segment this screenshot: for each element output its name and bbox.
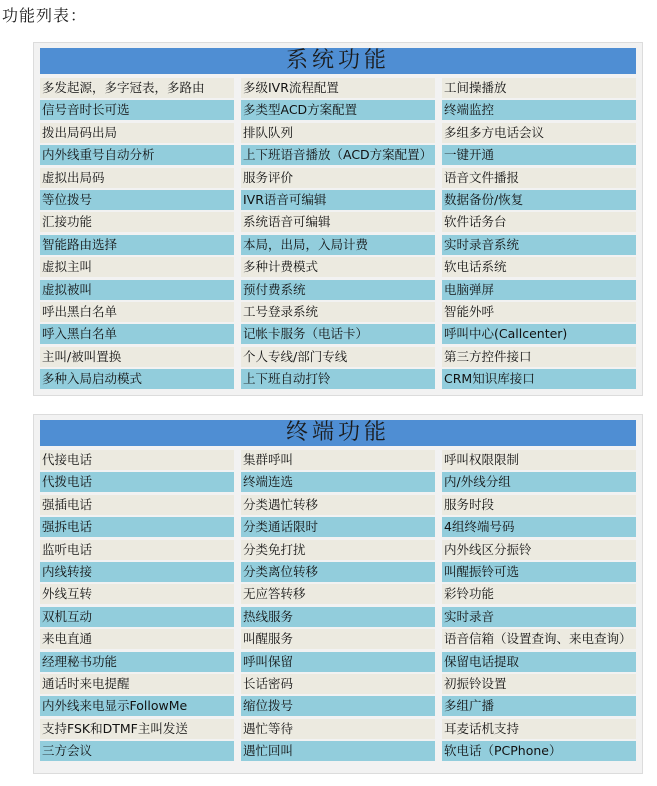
feature-cell: 内线转接 [40,562,234,582]
feature-row [40,471,636,493]
feature-cell: 支持FSK和DTMF主叫发送 [40,719,234,739]
feature-cell: 分类离位转移 [241,562,435,582]
feature-cell: 4组终端号码 [442,517,636,537]
feature-cell: 第三方控件接口 [442,347,636,367]
feature-cell: 服务时段 [442,495,636,515]
feature-cell: 智能路由选择 [40,235,234,255]
feature-cell: 软件话务台 [442,212,636,232]
feature-cell: 监听电话 [40,540,234,560]
feature-cell: 语音信箱（设置查询、来电查询） [442,629,636,649]
feature-cell: 信号音时长可选 [40,100,234,120]
feature-row [40,561,636,583]
feature-row [40,628,636,650]
feature-cell: 等位拨号 [40,190,234,210]
feature-cell: 拨出局码出局 [40,123,234,143]
feature-cell: 上下班语音播放（ACD方案配置） [241,145,435,165]
feature-row [40,211,636,233]
terminal-functions-header: 终端功能 [40,420,636,446]
feature-row [40,449,636,471]
feature-cell: 保留电话提取 [442,652,636,672]
feature-cell: 叫醒振铃可选 [442,562,636,582]
feature-row [40,279,636,301]
feature-cell: 耳麦话机支持 [442,719,636,739]
feature-row [40,651,636,673]
feature-cell: 代接电话 [40,450,234,470]
feature-cell: 分类通话限时 [241,517,435,537]
feature-row [40,234,636,256]
feature-cell: 多组广播 [442,696,636,716]
feature-row [40,189,636,211]
feature-row [40,301,636,323]
system-functions-header: 系统功能 [40,48,636,74]
feature-row [40,673,636,695]
feature-cell: 内外线区分振铃 [442,540,636,560]
feature-cell: 呼入黑白名单 [40,324,234,344]
feature-cell: 一键开通 [442,145,636,165]
feature-cell: 终端监控 [442,100,636,120]
feature-cell: 虚拟出局码 [40,168,234,188]
feature-cell: 排队队列 [241,123,435,143]
feature-cell: 上下班自动打铃 [241,369,435,389]
feature-cell: 多种入局启动模式 [40,369,234,389]
feature-cell: 实时录音系统 [442,235,636,255]
feature-cell: 个人专线/部门专线 [241,347,435,367]
feature-row [40,256,636,278]
feature-cell: 缩位拨号 [241,696,435,716]
feature-row [40,695,636,717]
feature-row [40,77,636,99]
feature-row [40,583,636,605]
feature-cell: 内外线重号自动分析 [40,145,234,165]
feature-cell: 本局，出局，入局计费 [241,235,435,255]
feature-cell: 软电话（PCPhone） [442,741,636,761]
feature-cell: 强拆电话 [40,517,234,537]
feature-cell: 通话时来电提醒 [40,674,234,694]
feature-cell: 内/外线分组 [442,472,636,492]
feature-cell: 呼出黑白名单 [40,302,234,322]
feature-cell: 汇接功能 [40,212,234,232]
terminal-functions-panel [33,414,643,774]
feature-cell: 语音文件播报 [442,168,636,188]
feature-cell: 双机互动 [40,607,234,627]
feature-row [40,606,636,628]
feature-row [40,516,636,538]
feature-cell: 多发起源，多字冠表，多路由 [40,78,234,98]
feature-row [40,539,636,561]
feature-cell: 代拨电话 [40,472,234,492]
feature-cell: 强插电话 [40,495,234,515]
feature-cell: CRM知识库接口 [442,369,636,389]
feature-cell: 彩铃功能 [442,584,636,604]
feature-row [40,144,636,166]
page-heading: 功能列表： [2,6,88,25]
feature-cell: 数据备份/恢复 [442,190,636,210]
feature-row [40,122,636,144]
feature-cell: 预付费系统 [241,280,435,300]
feature-cell: 三方会议 [40,741,234,761]
feature-cell: 分类遇忙转移 [241,495,435,515]
feature-cell: 遇忙回叫 [241,741,435,761]
feature-cell: 分类免打扰 [241,540,435,560]
feature-cell: 实时录音 [442,607,636,627]
feature-cell: 工间操播放 [442,78,636,98]
feature-cell: 系统语音可编辑 [241,212,435,232]
system-functions-grid [40,77,636,390]
feature-row [40,494,636,516]
feature-row [40,323,636,345]
feature-cell: 智能外呼 [442,302,636,322]
feature-cell: 记帐卡服务（电话卡） [241,324,435,344]
feature-cell: 呼叫保留 [241,652,435,672]
feature-row [40,368,636,390]
feature-cell: 经理秘书功能 [40,652,234,672]
feature-cell: 热线服务 [241,607,435,627]
system-functions-panel [33,42,643,396]
feature-cell: 工号登录系统 [241,302,435,322]
feature-row [40,740,636,762]
feature-cell: 集群呼叫 [241,450,435,470]
feature-cell: 呼叫权限限制 [442,450,636,470]
feature-cell: 外线互转 [40,584,234,604]
feature-cell: 遇忙等待 [241,719,435,739]
feature-row [40,99,636,121]
feature-cell: 终端连选 [241,472,435,492]
feature-cell: 多组多方电话会议 [442,123,636,143]
feature-row [40,167,636,189]
feature-cell: 初振铃设置 [442,674,636,694]
feature-row [40,718,636,740]
feature-cell: 长话密码 [241,674,435,694]
feature-cell: 来电直通 [40,629,234,649]
feature-cell: 服务评价 [241,168,435,188]
feature-cell: 多级IVR流程配置 [241,78,435,98]
feature-cell: 呼叫中心(Callcenter) [442,324,636,344]
feature-cell: 软电话系统 [442,257,636,277]
feature-cell: 虚拟主叫 [40,257,234,277]
feature-cell: 电脑弹屏 [442,280,636,300]
feature-cell: 多种计费模式 [241,257,435,277]
feature-cell: 无应答转移 [241,584,435,604]
feature-cell: 虚拟被叫 [40,280,234,300]
feature-cell: 多类型ACD方案配置 [241,100,435,120]
feature-cell: 叫醒服务 [241,629,435,649]
feature-cell: 主叫/被叫置换 [40,347,234,367]
feature-cell: 内外线来电显示FollowMe [40,696,234,716]
terminal-functions-grid [40,449,636,762]
feature-cell: IVR语音可编辑 [241,190,435,210]
feature-row [40,346,636,368]
